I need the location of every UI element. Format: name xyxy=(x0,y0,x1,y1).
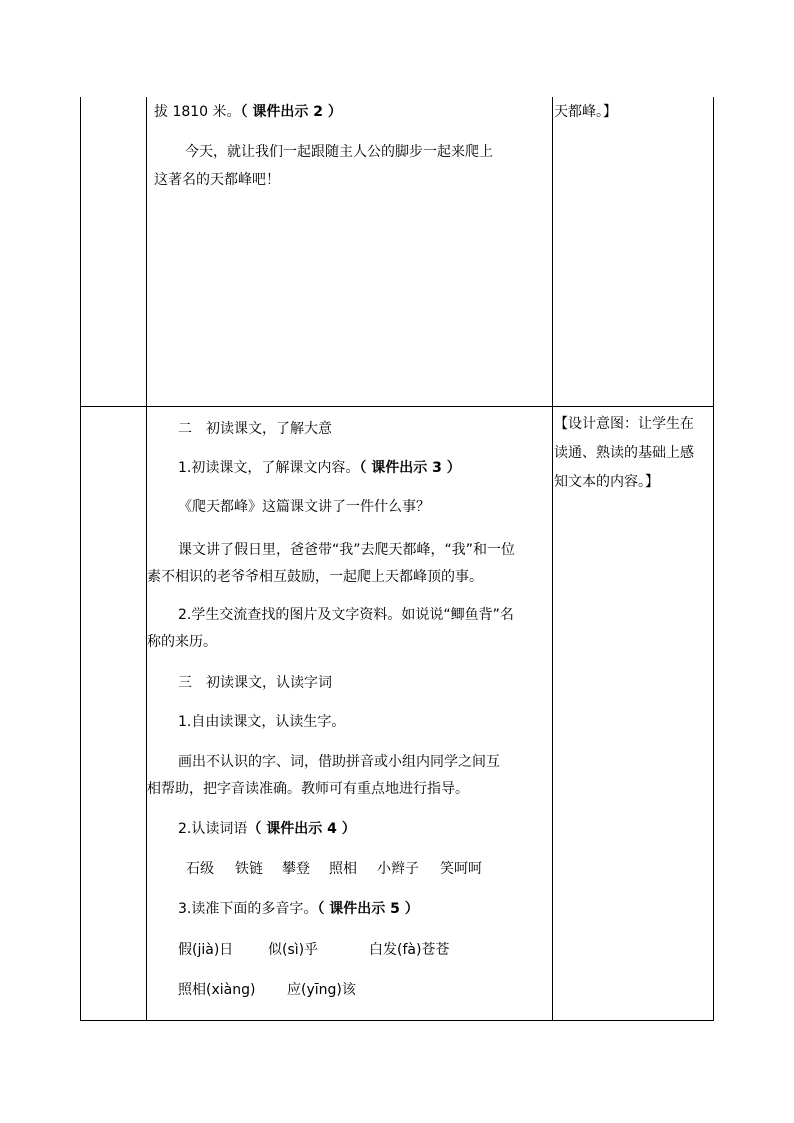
section2-item2-line1: 2.学生交流查找的图片及文字资料。如说说“鲫鱼背”名 xyxy=(178,607,514,623)
section2-item1 xyxy=(178,455,461,481)
row1-para1-line1: 今天，就让我们一起跟随主人公的脚步一起来爬上 xyxy=(185,144,493,160)
polyphone-word: 假(jià)日 xyxy=(178,942,234,958)
row1-line0-text: 拔 1810 米。 xyxy=(154,104,241,120)
courseware-ref-3: （ 课件出示 3 ） xyxy=(359,460,461,476)
table-border-left xyxy=(80,97,81,1021)
vocab-word: 攀登 xyxy=(282,861,310,877)
section2-answer-line2: 素不相识的老爷爷相互鼓励，一起爬上天都峰顶的事。 xyxy=(147,569,483,585)
table-divider-col2 xyxy=(552,97,553,1021)
vocab-word: 照相 xyxy=(329,861,357,877)
section2-heading: 二 初读课文，了解大意 xyxy=(178,421,332,437)
section2-item2-line2: 称的来历。 xyxy=(147,634,217,650)
row1-para1-line2: 这著名的天都峰吧！ xyxy=(154,172,280,188)
section3-item1: 1.自由读课文，认读生字。 xyxy=(178,714,346,730)
polyphone-word: 似(sì)乎 xyxy=(268,942,319,958)
section3-item2-text: 2.认读词语 xyxy=(178,821,248,837)
row2-note-line3: 知文本的内容。】 xyxy=(554,474,659,490)
row1-design-note: 天都峰。】 xyxy=(554,104,617,120)
section2-answer-line1: 课文讲了假日里，爸爸带“我”去爬天都峰，“我”和一位 xyxy=(178,542,516,558)
section2-item1-text: 1.初读课文，了解课文内容。 xyxy=(178,460,360,476)
section3-item3 xyxy=(178,896,419,922)
row2-note-line1: 【设计意图：让学生在 xyxy=(554,416,694,432)
courseware-ref-2: （ 课件出示 2 ） xyxy=(240,104,342,120)
polyphone-word: 白发(fà)苍苍 xyxy=(369,942,450,958)
vocab-word: 小辫子 xyxy=(377,861,419,877)
table-divider-col1 xyxy=(146,97,147,1021)
row2-note-line2: 读通、熟读的基础上感 xyxy=(554,445,694,461)
section3-item3-text: 3.读准下面的多音字。 xyxy=(178,901,318,917)
vocab-word: 铁链 xyxy=(235,861,263,877)
section3-item1-detail-line2: 相帮助，把字音读准确。教师可有重点地进行指导。 xyxy=(147,781,469,797)
vocab-word: 石级 xyxy=(186,861,214,877)
table-row-divider xyxy=(80,406,714,407)
table-border-right xyxy=(713,97,714,1021)
section2-question: 《爬天都峰》这篇课文讲了一件什么事？ xyxy=(178,499,430,515)
vocab-word: 笑呵呵 xyxy=(440,861,482,877)
section3-item2 xyxy=(178,816,356,842)
section3-heading: 三 初读课文，认读字词 xyxy=(178,675,332,691)
row1-line0 xyxy=(154,99,342,125)
courseware-ref-4: （ 课件出示 4 ） xyxy=(247,821,356,837)
polyphone-word: 照相(xiàng) xyxy=(178,982,256,998)
section3-item1-detail-line1: 画出不认识的字、词，借助拼音或小组内同学之间互 xyxy=(178,754,500,770)
polyphone-word: 应(yīng)该 xyxy=(287,982,356,998)
table-border-bottom xyxy=(80,1020,714,1021)
courseware-ref-5: （ 课件出示 5 ） xyxy=(317,901,419,917)
